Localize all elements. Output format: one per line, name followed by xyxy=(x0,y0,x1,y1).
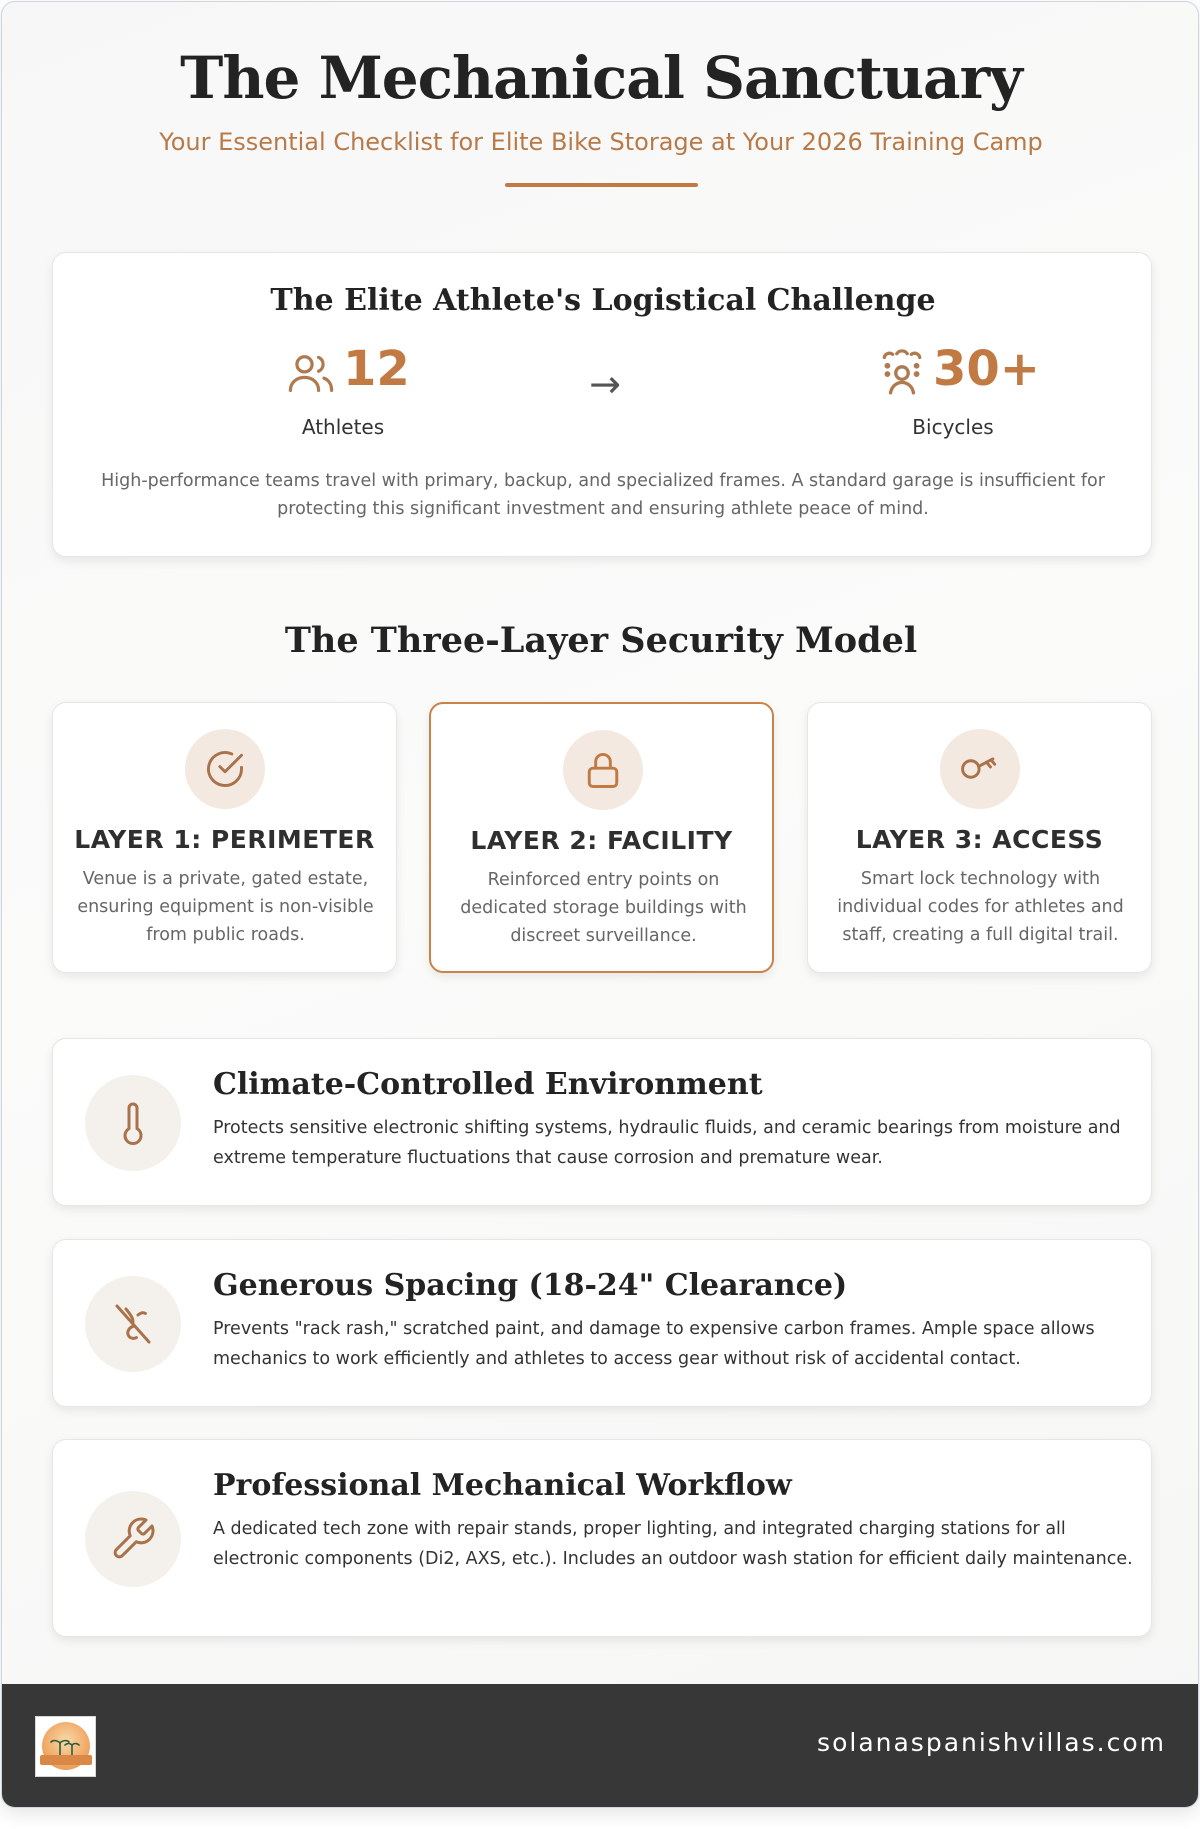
layer-card-facility xyxy=(429,702,774,973)
layer-card-perimeter xyxy=(52,702,397,973)
footer xyxy=(2,1684,1199,1808)
feature-text: Prevents "rack rash," scratched paint, and damage to expensive carbon frames. Ample space allows mechanics to work efficiently and athletes to access gear without risk of accidental contact. xyxy=(213,1319,1095,1369)
layer-title: LAYER 1: PERIMETER xyxy=(74,825,375,854)
solana-logo[interactable] xyxy=(35,1716,96,1777)
thermometer-icon xyxy=(85,1075,181,1171)
layer-title: LAYER 2: FACILITY xyxy=(470,826,733,855)
page-title: The Mechanical Sanctuary xyxy=(180,44,1022,112)
arrow-icon: → xyxy=(589,362,621,406)
layer-text: Smart lock technology with individual codes for athletes and staff, creating a full digital trail. xyxy=(837,869,1124,945)
challenge-card xyxy=(52,252,1152,557)
feature-text: Protects sensitive electronic shifting systems, hydraulic fluids, and ceramic bearings from moisture and extreme temperature fluctuations that cause corrosion and premature wear. xyxy=(213,1118,1121,1168)
lock-icon xyxy=(563,730,643,810)
page-subtitle: Your Essential Checklist for Elite Bike Storage at Your 2026 Training Camp xyxy=(159,128,1043,156)
challenge-title: The Elite Athlete's Logistical Challenge xyxy=(270,283,936,318)
challenge-description: High-performance teams travel with primary, backup, and specialized frames. A standard garage is insufficient for protecting this significant investment and ensuring athlete peace of mind. xyxy=(101,471,1105,519)
layer-text: Venue is a private, gated estate, ensuring equipment is non-visible from public roads. xyxy=(77,869,374,945)
stat-athletes xyxy=(223,341,463,451)
security-title: The Three-Layer Security Model xyxy=(284,620,918,661)
stat-label: Bicycles xyxy=(912,415,994,439)
feature-text: A dedicated tech zone with repair stands, proper lighting, and integrated charging stations for all electronic components (Di2, AXS, etc.). Includes an outdoor wash station for efficient daily maintenance. xyxy=(213,1519,1133,1569)
website-link[interactable]: solanaspanishvillas.com xyxy=(817,1728,1166,1757)
no-contact-icon xyxy=(85,1276,181,1372)
stat-label: Athletes xyxy=(301,415,385,439)
infographic xyxy=(1,1,1199,1808)
wrench-icon xyxy=(85,1491,181,1587)
stat-value: 30+ xyxy=(933,341,1041,397)
feature-title: Climate-Controlled Environment xyxy=(213,1067,763,1102)
layer-title: LAYER 3: ACCESS xyxy=(855,825,1104,854)
feature-card-climate xyxy=(52,1038,1152,1206)
layer-text: Reinforced entry points on dedicated storage buildings with discreet surveillance. xyxy=(460,870,747,946)
stat-bicycles xyxy=(833,341,1073,451)
stat-value: 12 xyxy=(343,341,410,397)
feature-card-workflow xyxy=(52,1439,1152,1637)
feature-title: Professional Mechanical Workflow xyxy=(213,1468,792,1503)
layer-card-access xyxy=(807,702,1152,973)
feature-card-spacing xyxy=(52,1239,1152,1407)
check-circle-icon xyxy=(185,729,265,809)
feature-title: Generous Spacing (18-24" Clearance) xyxy=(213,1268,848,1303)
title-divider xyxy=(505,183,698,187)
key-icon xyxy=(940,729,1020,809)
